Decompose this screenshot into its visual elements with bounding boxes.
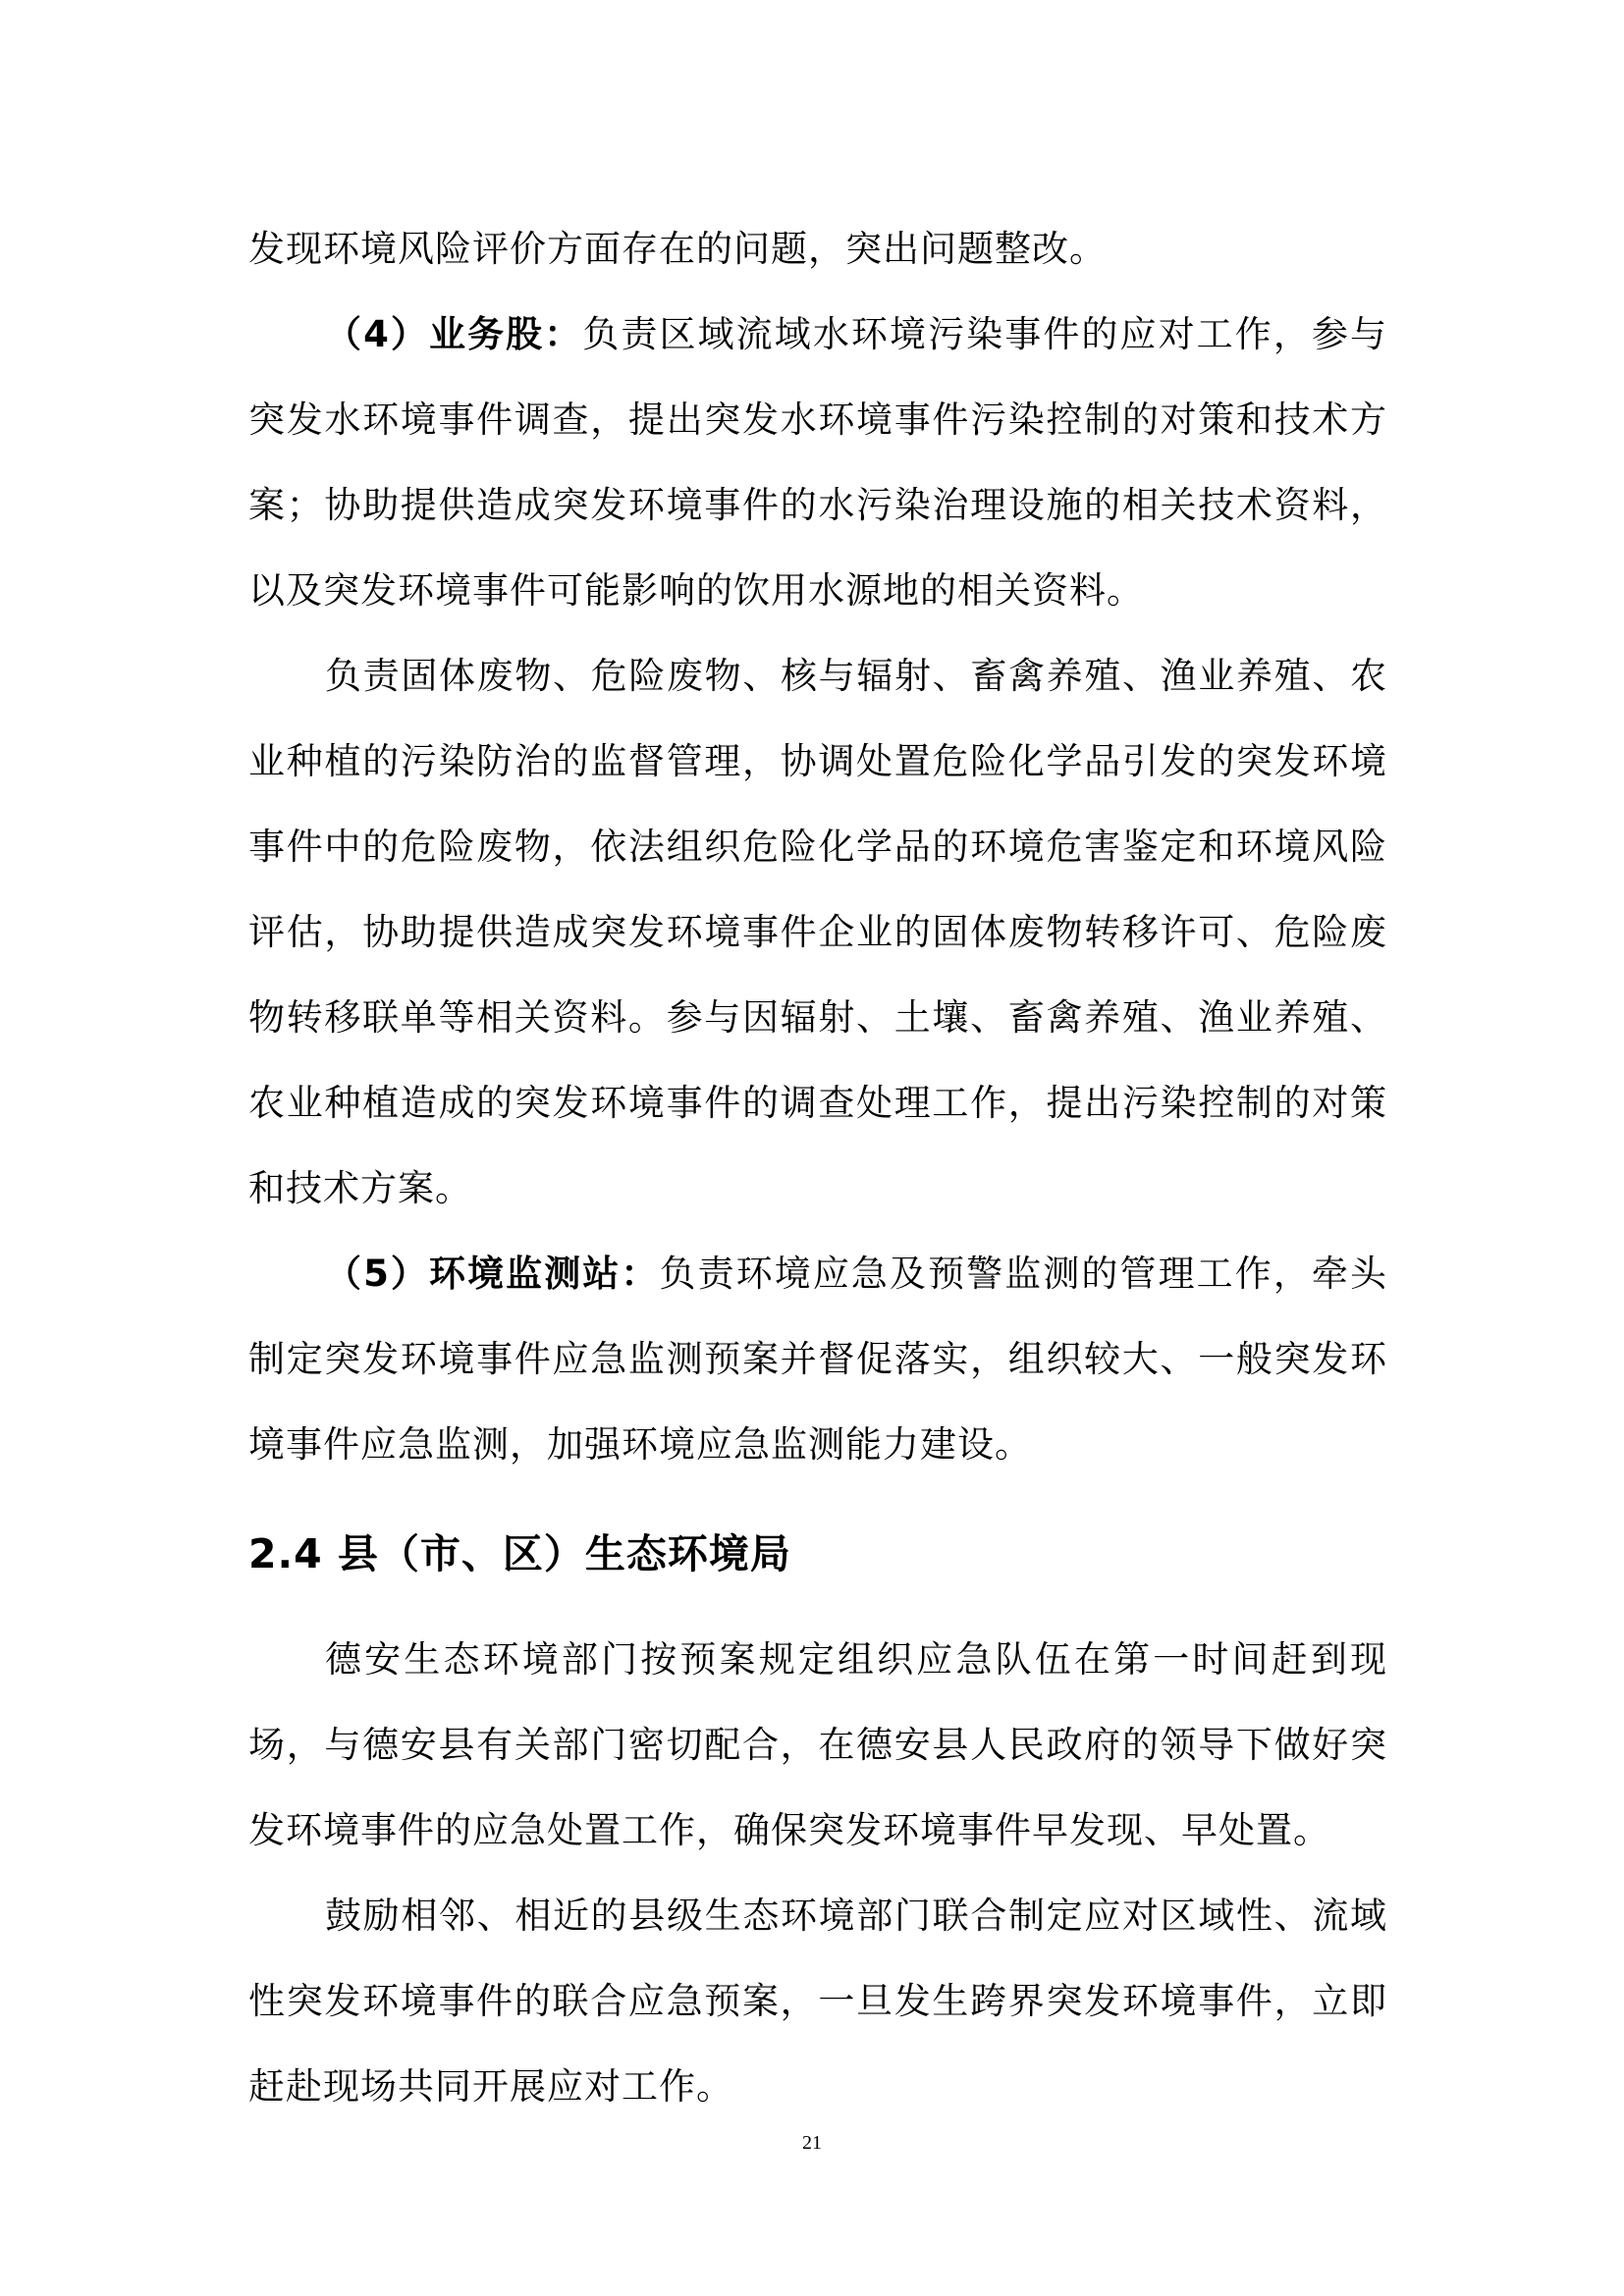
paragraph-solid-waste: 负责固体废物、危险废物、核与辐射、畜禽养殖、渔业养殖、农业种植的污染防治的监督管理，协调处置危险化学品引发的突发环境事件中的危险废物，依法组织危险化学品的环境危害鉴定和环境风险评估，协助提供造成突发环境事件企业的固体废物转移许可、危险废物转移联单等相关资料。参与因辐射、土壤、畜禽养殖、渔业养殖、农业种植造成的突发环境事件的调查处理工作，提出污染控制的对策和技术方案。	[248, 655, 1387, 1209]
document-page	[248, 206, 1387, 2129]
section-heading: 2.4 县（市、区）生态环境局	[248, 1530, 791, 1577]
monitoring-station-label: （5）环境监测站：	[325, 1253, 660, 1295]
monitoring-station-text: 负责环境应急及预警监测的管理工作，牵头制定突发环境事件应急监测预案并督促落实，组织较大、一般突发环境事件应急监测，加强环境应急监测能力建设。	[248, 1253, 1387, 1466]
business-section-text: 负责区域流域水环境污染事件的应对工作，参与突发水环境事件调查，提出突发水环境事件污染控制的对策和技术方案；协助提供造成突发环境事件的水污染治理设施的相关技术资料，以及突发环境事件可能影响的饮用水源地的相关资料。	[248, 313, 1387, 612]
paragraph-dean-department: 德安生态环境部门按预案规定组织应急队伍在第一时间赶到现场，与德安县有关部门密切配合，在德安县人民政府的领导下做好突发环境事件的应急处置工作，确保突发环境事件早发现、早处置。	[248, 1638, 1387, 1851]
business-section-label: （4）业务股：	[325, 313, 583, 355]
paragraph-monitoring-station	[248, 1231, 1387, 1487]
paragraph-joint-plan: 鼓励相邻、相近的县级生态环境部门联合制定应对区域性、流域性突发环境事件的联合应急预案，一旦发生跨界突发环境事件，立即赶赴现场共同开展应对工作。	[248, 1895, 1387, 2108]
page-number: 21	[802, 2132, 822, 2154]
paragraph-business-section	[248, 292, 1387, 633]
paragraph-continuation: 发现环境风险评价方面存在的问题，突出问题整改。	[248, 228, 1107, 270]
